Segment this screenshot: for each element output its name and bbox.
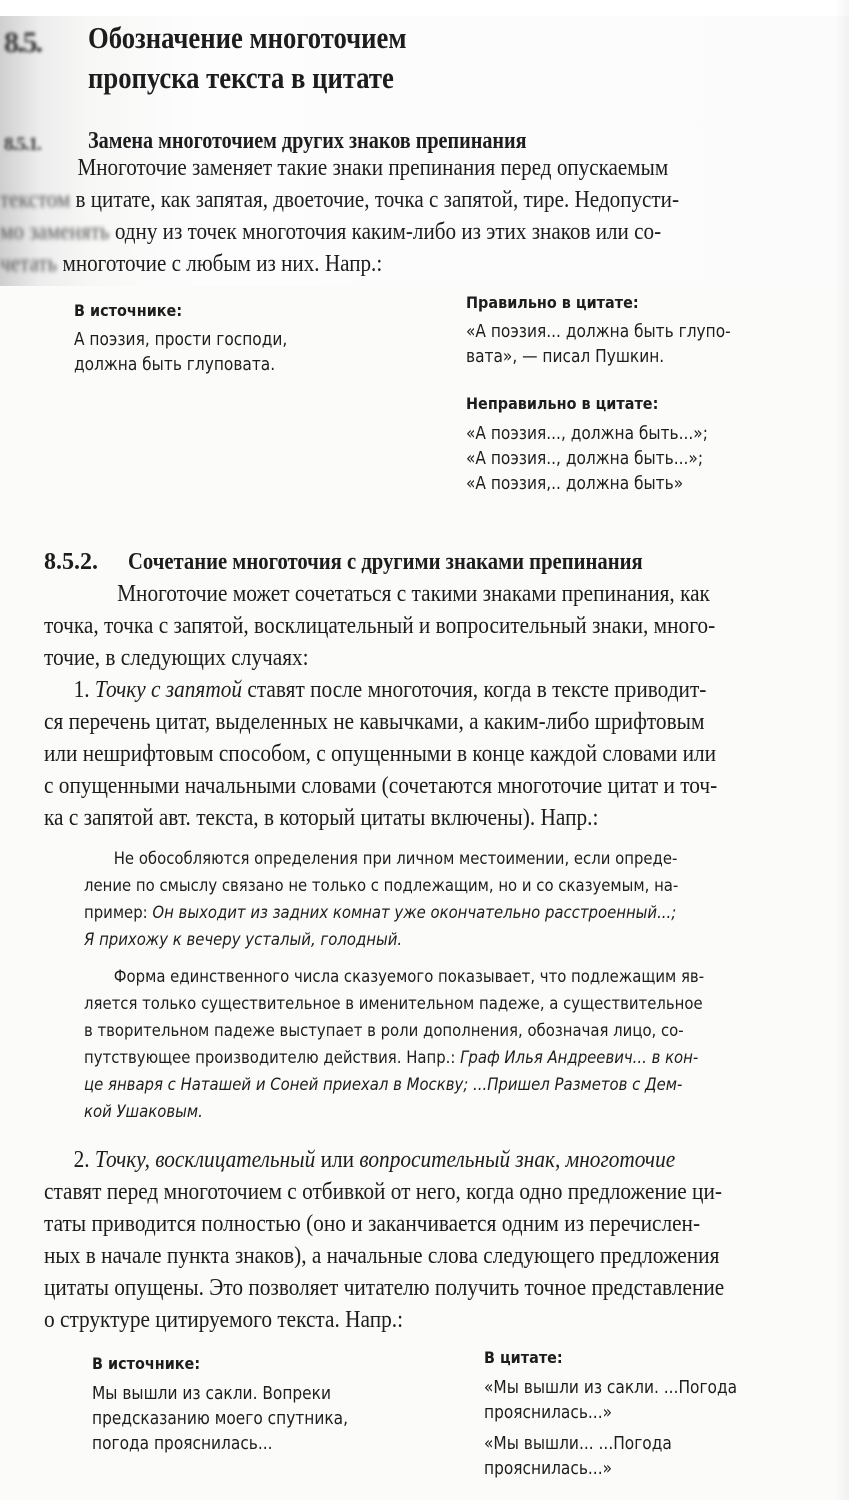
quote-italic: Он выходит из задних комнат уже окончательно расстроенный...; <box>152 903 677 923</box>
quote-line: Форма единственного числа сказуемого показывает, что подлежащим яв- <box>113 967 705 987</box>
case-1-rest: ставят после многоточия, когда в тексте приводит- <box>242 676 707 703</box>
blurred-text: четать <box>0 251 58 277</box>
section-title <box>88 18 501 98</box>
quote-line <box>84 900 749 927</box>
paragraph-line: с опущенными начальными словами (сочетаются многоточие цитат и точ- <box>44 772 718 799</box>
subsection-2-intro <box>44 578 844 834</box>
line-text: Многоточие заменяет такие знаки препинания перед опускаемым <box>77 155 669 181</box>
case-1-italic: Точку с запятой <box>94 676 243 703</box>
example-incorrect-line: «А поэзия,.. должна быть» <box>466 474 684 494</box>
section-title-line-1: Обозначение многоточием <box>88 20 407 55</box>
case-2-italic-2: вопросительный знак, многоточие <box>359 1146 676 1173</box>
subsection-1-number: 8.5.1. <box>4 134 41 155</box>
quote-plain: путствующее производителю действия. Напр.: <box>84 1048 461 1068</box>
example-quote-line: прояснилась...» <box>484 1459 613 1479</box>
example-source-line: погода прояснилась... <box>92 1434 273 1454</box>
example-source-line: должна быть глуповата. <box>74 355 276 375</box>
page-top-margin <box>0 0 849 16</box>
quote-line: Не обособляются определения при личном местоимении, если опреде- <box>113 849 678 869</box>
example-quote-line: «Мы вышли из сакли. ...Погода <box>484 1378 738 1398</box>
example-correct-line: «А поэзия... должна быть глупо- <box>466 322 731 342</box>
example-quote-line: «Мы вышли... ...Погода <box>484 1434 672 1454</box>
example-incorrect-line: «А поэзия..., должна быть...»; <box>466 424 708 444</box>
paragraph-line <box>0 248 695 280</box>
paragraph-line <box>0 216 695 248</box>
paragraph-line: или нешрифтовым способом, с опущенными в конце каждой словами или <box>44 740 717 767</box>
case-2-first-line <box>44 1144 740 1176</box>
page-edge-shadow <box>835 0 849 1500</box>
paragraph-line <box>0 152 695 184</box>
example-incorrect-line: «А поэзия.., должна быть...»; <box>466 449 704 469</box>
paragraph-line <box>0 184 695 216</box>
example-quote-label: В цитате: <box>484 1348 563 1367</box>
example-quote-2 <box>84 964 844 1126</box>
quote-line: ление по смыслу связано не только с подлежащим, но и со сказуемым, на- <box>84 876 679 896</box>
paragraph-line: точка, точка с запятой, восклицательный и вопросительный знаки, много- <box>44 612 716 639</box>
subsection-2-number: 8.5.2. <box>44 549 98 575</box>
case-2-italic-1: Точку, восклицательный <box>94 1146 316 1173</box>
quote-line: Я прихожу к вечеру усталый, голодный. <box>84 930 403 950</box>
paragraph-line: ных в начале пункта знаков), а начальные слова следующего предложения <box>44 1242 720 1269</box>
line-text: одну из точек многоточия каким-либо из этих знаков или со- <box>109 219 662 245</box>
example-quote-1 <box>84 846 844 954</box>
example-source-line: Мы вышли из сакли. Вопреки <box>92 1384 331 1404</box>
quote-line: кой Ушаковым. <box>84 1102 203 1122</box>
quote-plain: пример: <box>84 903 153 923</box>
case-2-paragraph <box>44 1144 844 1336</box>
example-source-line: А поэзия, прости господи, <box>74 330 288 350</box>
case-1-first-line <box>44 674 740 706</box>
paragraph-line: цитаты опущены. Это позволяет читателю получить точное представление <box>44 1274 725 1301</box>
blurred-text: мо заменять <box>0 219 110 245</box>
example-source-label: В источнике: <box>92 1354 201 1373</box>
quote-line: в творительном падеже выступает в роли дополнения, обозначая лицо, со- <box>84 1021 684 1041</box>
paragraph-line: о структуре цитируемого текста. Напр.: <box>44 1306 404 1333</box>
example-correct-line: вата», — писал Пушкин. <box>466 347 665 367</box>
paragraph-line: ка с запятой авт. текста, в который цитаты включены). Напр.: <box>44 804 599 831</box>
case-2-plain: или <box>315 1146 360 1173</box>
paragraph-line: ставят перед многоточием с отбивкой от него, когда одно предложение ци- <box>44 1178 722 1205</box>
quote-line <box>84 1045 749 1072</box>
line-text: в цитате, как запятая, двоеточие, точка с запятой, тире. Недопусти- <box>70 187 680 213</box>
example-correct-label: Правильно в цитате: <box>466 293 639 312</box>
subsection-2-title: Сочетание многоточия с другими знаками препинания <box>128 549 643 575</box>
quote-line: це января с Наташей и Соней приехал в Москву; ...Пришел Разметов с Дем- <box>84 1075 683 1095</box>
paragraph-line: ся перечень цитат, выделенных не кавычками, а каким-либо шрифтовым <box>44 708 705 735</box>
paragraph-line: точие, в следующих случаях: <box>44 644 309 671</box>
example-incorrect-label: Неправильно в цитате: <box>466 394 659 413</box>
paragraph-line: Многоточие может сочетаться с такими знаками препинания, как <box>117 580 710 607</box>
case-2-number: 2. <box>73 1146 90 1173</box>
example-quote-line: прояснилась...» <box>484 1403 613 1423</box>
paragraph-line: таты приводится полностью (оно и заканчивается одним из перечислен- <box>44 1210 701 1237</box>
example-source-line: предсказанию моего спутника, <box>92 1409 348 1429</box>
section-number: 8.5. <box>4 26 41 59</box>
subsection-1-paragraph <box>0 152 790 280</box>
subsection-1-title: Замена многоточием других знаков препинания <box>88 128 527 154</box>
example-source-label: В источнике: <box>74 301 183 320</box>
line-text: многоточие с любым из них. Напр.: <box>57 251 383 277</box>
quote-italic: Граф Илья Андреевич... в кон- <box>460 1048 699 1068</box>
quote-line: ляется только существительное в именительном падеже, а существительное <box>84 994 703 1014</box>
section-title-line-2: пропуска текста в цитате <box>88 60 394 95</box>
case-1-number: 1. <box>73 676 90 703</box>
blurred-text: текстом <box>0 187 71 213</box>
